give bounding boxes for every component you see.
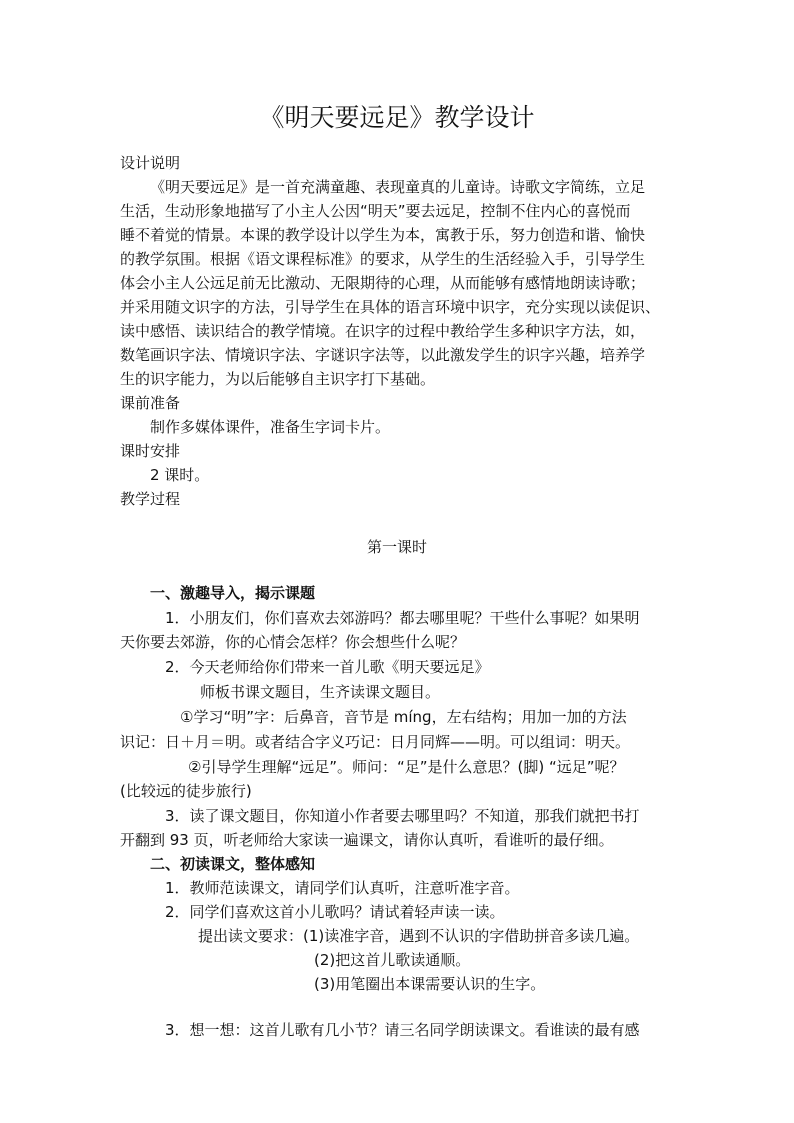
paragraph-line: 2．同学们喜欢这首小儿歌吗？请试着轻声读一读。 [165,903,505,921]
paragraph-line: (3)用笔圈出本课需要认识的生字。 [314,975,546,993]
section-heading-prep: 课前准备 [120,394,181,412]
paragraph-line: 提出读文要求：(1)读准字音，遇到不认识的字借助拼音多读几遍。 [198,927,640,945]
paragraph-line: 数笔画识字法、情境识字法、字谜识字法等，以此激发学生的识字兴趣，培养学 [120,346,646,364]
paragraph-line: 睡不着觉的情景。本课的教学设计以学生为本，寓教于乐，努力创造和谐、愉快 [120,226,646,244]
paragraph-line: 《明天要远足》是一首充满童趣、表现童真的儿童诗。诗歌文字简练，立足 [150,178,646,196]
paragraph-line: 读中感悟、读识结合的教学情境。在识字的过程中教给学生多种识字方法，如， [120,322,646,340]
paragraph-line: 天你要去郊游，你的心情会怎样？你会想些什么呢？ [120,633,466,651]
section-heading-design-note: 设计说明 [120,154,181,172]
paragraph-line: 2．今天老师给你们带来一首儿歌《明天要远足》 [165,658,490,676]
paragraph-line: 生活，生动形象地描写了小主人公因“明天”要去远足，控制不住内心的喜悦而 [120,202,631,220]
paragraph-line: 1．教师范读课文，请同学们认真听，注意听准字音。 [165,879,520,897]
paragraph-line: 开翻到 93 页，听老师给大家读一遍课文，请你认真听，看谁听的最仔细。 [120,831,614,849]
lesson-title: 第一课时 [366,538,427,556]
paragraph-line: 师板书课文题目，生齐读课文题目。 [200,683,441,701]
part1-heading: 一、激趣导入，揭示课题 [150,584,316,602]
schedule-text: 2 课时。 [150,466,210,484]
paragraph-line: ①学习“明”字：后鼻音，音节是 mínɡ，左右结构；用加一加的方法 [180,708,627,726]
paragraph-line: 体会小主人公远足前无比激动、无限期待的心理，从而能够有感情地朗读诗歌； [120,274,646,292]
paragraph-line: ②引导学生理解“远足”。师问：“足”是什么意思？(脚) “远足”呢？ [188,758,625,776]
paragraph-line: 的教学氛围。根据《语文课程标准》的要求，从学生的生活经验入手，引导学生 [120,250,646,268]
paragraph-line: 识记：日＋月＝明。或者结合字义巧记：日月同辉——明。可以组词：明天。 [120,733,631,751]
paragraph-line: 生的识字能力，为以后能够自主识字打下基础。 [120,370,436,388]
prep-text: 制作多媒体课件，准备生字词卡片。 [150,418,391,436]
section-heading-process: 教学过程 [120,490,181,508]
paragraph-line: (2)把这首儿歌读通顺。 [314,951,471,969]
page-title: 《明天要远足》教学设计 [259,103,535,132]
part2-heading: 二、初读课文，整体感知 [150,855,316,873]
section-heading-schedule: 课时安排 [120,442,181,460]
paragraph-line: 3．读了课文题目，你知道小作者要去哪里吗？不知道，那我们就把书打 [165,807,640,825]
paragraph-line: 1．小朋友们，你们喜欢去郊游吗？都去哪里呢？干些什么事呢？如果明 [165,609,640,627]
paragraph-line: (比较远的徒步旅行) [120,782,252,800]
paragraph-line: 并采用随文识字的方法，引导学生在具体的语言环境中识字，充分实现以读促识、 [120,298,661,316]
paragraph-line: 3．想一想：这首儿歌有几小节？请三名同学朗读课文。看谁读的最有感 [165,1021,640,1039]
